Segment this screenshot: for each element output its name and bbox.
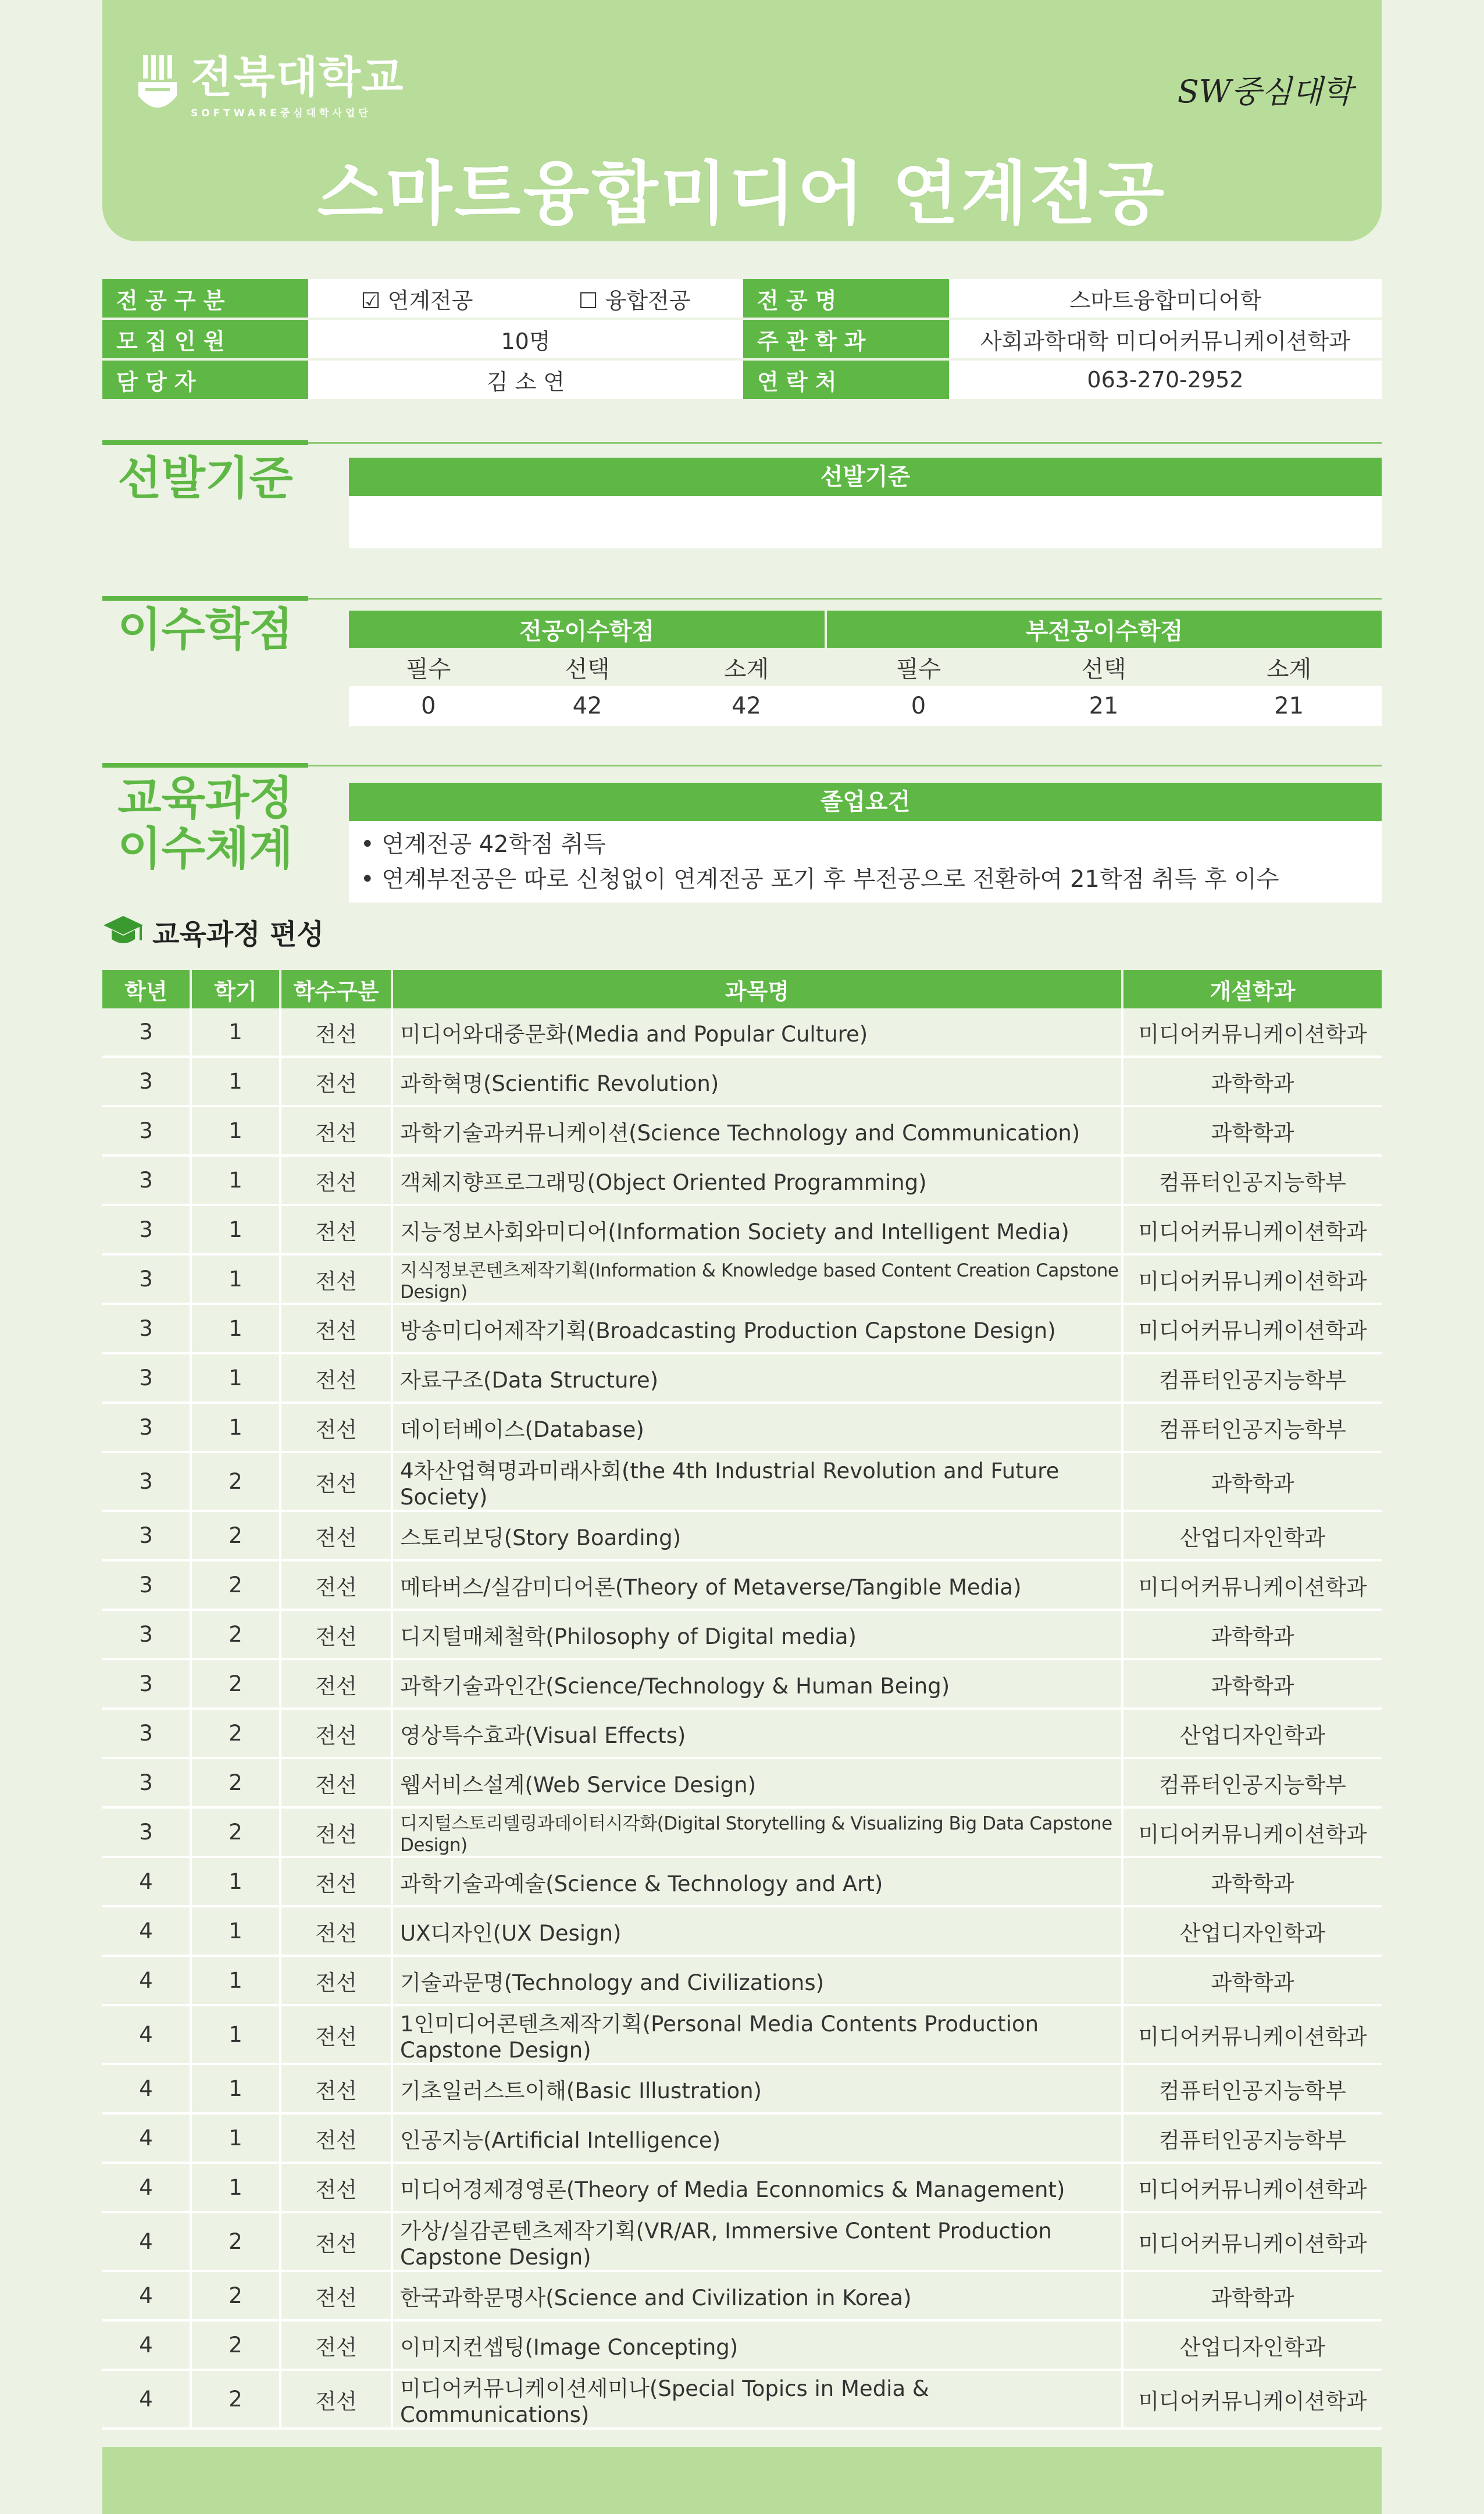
table-row: [102, 1156, 1382, 1205]
course-year: 3: [102, 1304, 191, 1353]
section-divider: [102, 596, 308, 601]
course-name: 자료구조(Data Structure): [392, 1353, 1122, 1403]
type-value: [308, 279, 743, 319]
course-year: 3: [102, 1254, 191, 1304]
course-dept: 미디어커뮤니케이션학과: [1122, 2163, 1382, 2212]
table-row: [102, 1659, 1382, 1709]
course-name: 미디어커뮤니케이션세미나(Special Topics in Media & Communications): [392, 2370, 1122, 2429]
credits-value: 42: [508, 686, 666, 726]
course-dept: 미디어커뮤니케이션학과: [1122, 1807, 1382, 1857]
credits-value: 21: [1011, 686, 1197, 726]
course-semester: 2: [191, 1452, 280, 1511]
table-row: [102, 1906, 1382, 1956]
curriculum-title: [102, 912, 324, 952]
course-semester: 1: [191, 1205, 280, 1254]
course-semester: 2: [191, 2212, 280, 2271]
course-year: 4: [102, 2163, 191, 2212]
course-year: 4: [102, 2320, 191, 2370]
col-header-course: 과목명: [392, 970, 1122, 1008]
contact-label: [743, 359, 949, 400]
course-semester: 2: [191, 1511, 280, 1560]
course-semester: 1: [191, 1008, 280, 1057]
col-header-semester: 학기: [191, 970, 280, 1008]
course-semester: 1: [191, 1403, 280, 1452]
credits-table: [349, 611, 1382, 726]
dept-value: 사회과학대학 미디어커뮤니케이션학과: [949, 319, 1382, 359]
table-row: [102, 1709, 1382, 1758]
type-label: [102, 279, 308, 319]
type-label-text: 전 공 구 분: [116, 287, 225, 313]
course-semester: 1: [191, 1353, 280, 1403]
table-row: [102, 1304, 1382, 1353]
course-type: 전선: [280, 1353, 392, 1403]
course-semester: 2: [191, 2320, 280, 2370]
course-year: 4: [102, 2064, 191, 2113]
course-name: 디지털매체철학(Philosophy of Digital media): [392, 1610, 1122, 1659]
course-type: 전선: [280, 2163, 392, 2212]
course-dept: 미디어커뮤니케이션학과: [1122, 2212, 1382, 2271]
table-row: [102, 1205, 1382, 1254]
course-type: 전선: [280, 1106, 392, 1156]
col-header-year: 학년: [102, 970, 191, 1008]
table-row: [102, 2320, 1382, 2370]
course-semester: 1: [191, 1057, 280, 1106]
course-semester: 1: [191, 1156, 280, 1205]
manager-value: 김 소 연: [308, 359, 743, 400]
major-credits-header: 전공이수학점: [349, 611, 826, 648]
course-type: 전선: [280, 2064, 392, 2113]
table-row: [102, 1807, 1382, 1857]
course-year: 3: [102, 1758, 191, 1807]
table-row: [102, 2212, 1382, 2271]
table-row: [102, 1254, 1382, 1304]
course-year: 3: [102, 1106, 191, 1156]
course-semester: 1: [191, 1106, 280, 1156]
course-dept: 미디어커뮤니케이션학과: [1122, 2370, 1382, 2429]
course-dept: 과학학과: [1122, 1452, 1382, 1511]
course-type: 전선: [280, 1807, 392, 1857]
course-dept: 산업디자인학과: [1122, 2320, 1382, 2370]
type-option-convergence: ☐ 융합전공: [578, 287, 691, 313]
course-dept: 미디어커뮤니케이션학과: [1122, 1304, 1382, 1353]
graduation-line: • 연계부전공은 따로 신청없이 연계전공 포기 후 부전공으로 전환하여 21학점 취득 후 이수: [361, 866, 1279, 893]
course-year: 3: [102, 1403, 191, 1452]
course-dept: 미디어커뮤니케이션학과: [1122, 1008, 1382, 1057]
credits-subheader: 소계: [667, 648, 826, 686]
course-type: 전선: [280, 1205, 392, 1254]
course-year: 3: [102, 1008, 191, 1057]
university-name: 전북대학교: [191, 52, 405, 102]
course-semester: 2: [191, 1758, 280, 1807]
table-row: [102, 2370, 1382, 2429]
table-row: [102, 1956, 1382, 2005]
course-name: 영상특수효과(Visual Effects): [392, 1709, 1122, 1758]
course-type: 전선: [280, 1906, 392, 1956]
page-footer: [102, 2447, 1382, 2514]
course-year: 3: [102, 1205, 191, 1254]
course-dept: 컴퓨터인공지능학부: [1122, 2113, 1382, 2163]
selection-section-title: 선발기준: [117, 452, 293, 505]
table-row: [102, 1353, 1382, 1403]
selection-header: 선발기준: [349, 458, 1382, 496]
course-name: 디지털스토리텔링과데이터시각화(Digital Storytelling & Visualizing Big Data Capstone Design): [392, 1807, 1122, 1857]
course-year: 4: [102, 2271, 191, 2320]
selection-content: [349, 496, 1382, 548]
course-dept: 컴퓨터인공지능학부: [1122, 1403, 1382, 1452]
course-type: 전선: [280, 1610, 392, 1659]
course-dept: 컴퓨터인공지능학부: [1122, 1156, 1382, 1205]
credits-subheader: 소계: [1196, 648, 1382, 686]
table-row: [102, 2271, 1382, 2320]
table-row: [102, 1758, 1382, 1807]
table-row: [102, 2005, 1382, 2064]
course-dept: 미디어커뮤니케이션학과: [1122, 1254, 1382, 1304]
course-semester: 1: [191, 2113, 280, 2163]
course-dept: 미디어커뮤니케이션학과: [1122, 2005, 1382, 2064]
course-semester: 1: [191, 1956, 280, 2005]
course-semester: 1: [191, 1254, 280, 1304]
page-header: [102, 0, 1382, 241]
course-name: 이미지컨셉팅(Image Concepting): [392, 2320, 1122, 2370]
col-header-dept: 개설학과: [1122, 970, 1382, 1008]
course-dept: 과학학과: [1122, 1106, 1382, 1156]
course-type: 전선: [280, 1758, 392, 1807]
table-row: [102, 1560, 1382, 1610]
course-dept: 과학학과: [1122, 1857, 1382, 1906]
dept-label-text: 주 관 학 과: [757, 328, 866, 354]
course-rows: [102, 1008, 1382, 2429]
course-type: 전선: [280, 2005, 392, 2064]
course-dept: 과학학과: [1122, 1956, 1382, 2005]
course-name: 1인미디어콘텐츠제작기획(Personal Media Contents Production Capstone Design): [392, 2005, 1122, 2064]
org-name: SOFTWARE중심대학사업단: [191, 107, 372, 119]
section-divider-thin: [308, 598, 1382, 600]
course-year: 3: [102, 1560, 191, 1610]
major-info-table: [102, 279, 1382, 401]
manager-label-text: 담 당 자: [116, 369, 196, 395]
table-row: [102, 1057, 1382, 1106]
section-divider-thin: [308, 442, 1382, 444]
contact-label-text: 연 락 처: [757, 369, 837, 395]
page-title: 스마트융합미디어 연계전공: [317, 154, 1167, 234]
col-header-type: 학수구분: [280, 970, 392, 1008]
course-name: 지능정보사회와미디어(Information Society and Intelligent Media): [392, 1205, 1122, 1254]
graduation-title-line1: 교육과정: [117, 772, 293, 825]
course-type: 전선: [280, 1057, 392, 1106]
quota-label: [102, 319, 308, 359]
dept-label: [743, 319, 949, 359]
course-type: 전선: [280, 2320, 392, 2370]
credits-value: 0: [349, 686, 508, 726]
course-semester: 2: [191, 2271, 280, 2320]
course-name: 미디어경제경영론(Theory of Media Econnomics & Management): [392, 2163, 1122, 2212]
manager-label: [102, 359, 308, 400]
curriculum-title-text: 교육과정 편성: [152, 918, 324, 951]
course-dept: 산업디자인학과: [1122, 1709, 1382, 1758]
table-row: [102, 1008, 1382, 1057]
course-type: 전선: [280, 1956, 392, 2005]
major-label-text: 전 공 명: [757, 287, 837, 313]
course-name: 데이터베이스(Database): [392, 1403, 1122, 1452]
credits-subheader: 선택: [1011, 648, 1197, 686]
course-name: 인공지능(Artificial Intelligence): [392, 2113, 1122, 2163]
course-type: 전선: [280, 1560, 392, 1610]
table-row: [102, 1511, 1382, 1560]
course-dept: 미디어커뮤니케이션학과: [1122, 1560, 1382, 1610]
credits-subheader: 필수: [349, 648, 508, 686]
graduation-cap-icon: [102, 914, 144, 951]
table-row: [102, 1857, 1382, 1906]
course-semester: 1: [191, 2005, 280, 2064]
major-value: 스마트융합미디어학: [949, 279, 1382, 319]
section-divider-thin: [308, 765, 1382, 766]
course-year: 3: [102, 1156, 191, 1205]
course-semester: 2: [191, 1807, 280, 1857]
course-name: 과학혁명(Scientific Revolution): [392, 1057, 1122, 1106]
course-year: 4: [102, 2113, 191, 2163]
course-year: 4: [102, 1956, 191, 2005]
graduation-requirements: [349, 821, 1382, 903]
credits-value: 21: [1196, 686, 1382, 726]
course-name: 한국과학문명사(Science and Civilization in Korea): [392, 2271, 1122, 2320]
course-dept: 컴퓨터인공지능학부: [1122, 2064, 1382, 2113]
course-semester: 2: [191, 1610, 280, 1659]
course-year: 3: [102, 1353, 191, 1403]
major-label: [743, 279, 949, 319]
table-row: [102, 1106, 1382, 1156]
course-name: UX디자인(UX Design): [392, 1906, 1122, 1956]
course-semester: 2: [191, 1709, 280, 1758]
sw-logo: SW중심대학: [1177, 73, 1353, 110]
table-row: [102, 1403, 1382, 1452]
course-type: 전선: [280, 2370, 392, 2429]
course-type: 전선: [280, 2113, 392, 2163]
course-dept: 컴퓨터인공지능학부: [1122, 1758, 1382, 1807]
course-year: 3: [102, 1057, 191, 1106]
credits-section-title: 이수학점: [117, 604, 293, 656]
course-name: 미디어와대중문화(Media and Popular Culture): [392, 1008, 1122, 1057]
course-year: 4: [102, 2370, 191, 2429]
credits-subheader: 선택: [508, 648, 666, 686]
university-emblem-icon: [137, 55, 178, 119]
course-year: 4: [102, 1906, 191, 1956]
course-year: 4: [102, 2212, 191, 2271]
course-type: 전선: [280, 1254, 392, 1304]
section-divider: [102, 763, 308, 768]
course-dept: 미디어커뮤니케이션학과: [1122, 1205, 1382, 1254]
course-dept: 산업디자인학과: [1122, 1511, 1382, 1560]
course-name: 웹서비스설계(Web Service Design): [392, 1758, 1122, 1807]
course-type: 전선: [280, 1659, 392, 1709]
course-name: 지식정보콘텐츠제작기획(Information & Knowledge based Content Creation Capstone Design): [392, 1254, 1122, 1304]
course-semester: 2: [191, 2370, 280, 2429]
course-year: 3: [102, 1807, 191, 1857]
course-semester: 1: [191, 1857, 280, 1906]
graduation-line: • 연계전공 42학점 취득: [361, 831, 606, 858]
course-name: 기초일러스트이해(Basic Illustration): [392, 2064, 1122, 2113]
contact-value: 063-270-2952: [949, 359, 1382, 400]
course-semester: 1: [191, 2163, 280, 2212]
table-row: [102, 2113, 1382, 2163]
course-type: 전선: [280, 1403, 392, 1452]
course-semester: 1: [191, 1906, 280, 1956]
course-name: 가상/실감콘텐츠제작기획(VR/AR, Immersive Content Production Capstone Design): [392, 2212, 1122, 2271]
course-year: 3: [102, 1659, 191, 1709]
course-year: 3: [102, 1452, 191, 1511]
course-semester: 1: [191, 1304, 280, 1353]
table-row: [102, 1452, 1382, 1511]
table-row: [102, 2163, 1382, 2212]
course-year: 4: [102, 1857, 191, 1906]
course-name: 방송미디어제작기획(Broadcasting Production Capstone Design): [392, 1304, 1122, 1353]
course-dept: 과학학과: [1122, 1659, 1382, 1709]
credits-value: 42: [667, 686, 826, 726]
course-name: 과학기술과커뮤니케이션(Science Technology and Communication): [392, 1106, 1122, 1156]
course-year: 4: [102, 2005, 191, 2064]
quota-label-text: 모 집 인 원: [116, 328, 225, 354]
credits-value: 0: [826, 686, 1011, 726]
course-year: 3: [102, 1511, 191, 1560]
course-type: 전선: [280, 2212, 392, 2271]
minor-credits-header: 부전공이수학점: [826, 611, 1382, 648]
graduation-header: 졸업요건: [349, 783, 1382, 821]
course-name: 4차산업혁명과미래사회(the 4th Industrial Revolution and Future Society): [392, 1452, 1122, 1511]
table-row: [102, 2064, 1382, 2113]
table-row: [102, 1610, 1382, 1659]
course-semester: 2: [191, 1659, 280, 1709]
course-dept: 산업디자인학과: [1122, 1906, 1382, 1956]
course-semester: 2: [191, 1560, 280, 1610]
course-type: 전선: [280, 1452, 392, 1511]
course-name: 과학기술과인간(Science/Technology & Human Being): [392, 1659, 1122, 1709]
course-type: 전선: [280, 1156, 392, 1205]
quota-value: 10명: [308, 319, 743, 359]
type-option-linked: ☑ 연계전공: [361, 287, 473, 313]
course-name: 메타버스/실감미디어론(Theory of Metaverse/Tangible Media): [392, 1560, 1122, 1610]
course-name: 기술과문명(Technology and Civilizations): [392, 1956, 1122, 2005]
course-dept: 과학학과: [1122, 1057, 1382, 1106]
course-year: 3: [102, 1610, 191, 1659]
course-table: [102, 970, 1382, 2430]
graduation-section-title: [102, 773, 308, 875]
course-dept: 컴퓨터인공지능학부: [1122, 1353, 1382, 1403]
course-name: 과학기술과예술(Science & Technology and Art): [392, 1857, 1122, 1906]
course-type: 전선: [280, 1304, 392, 1353]
credits-subheader: 필수: [826, 648, 1011, 686]
course-name: 스토리보딩(Story Boarding): [392, 1511, 1122, 1560]
course-semester: 1: [191, 2064, 280, 2113]
course-type: 전선: [280, 1857, 392, 1906]
section-divider: [102, 440, 308, 445]
course-type: 전선: [280, 1709, 392, 1758]
course-type: 전선: [280, 2271, 392, 2320]
course-year: 3: [102, 1709, 191, 1758]
course-type: 전선: [280, 1008, 392, 1057]
course-name: 객체지향프로그래밍(Object Oriented Programming): [392, 1156, 1122, 1205]
graduation-title-line2: 이수체계: [117, 823, 293, 876]
university-logo: [137, 52, 405, 119]
course-dept: 과학학과: [1122, 1610, 1382, 1659]
course-dept: 과학학과: [1122, 2271, 1382, 2320]
course-type: 전선: [280, 1511, 392, 1560]
